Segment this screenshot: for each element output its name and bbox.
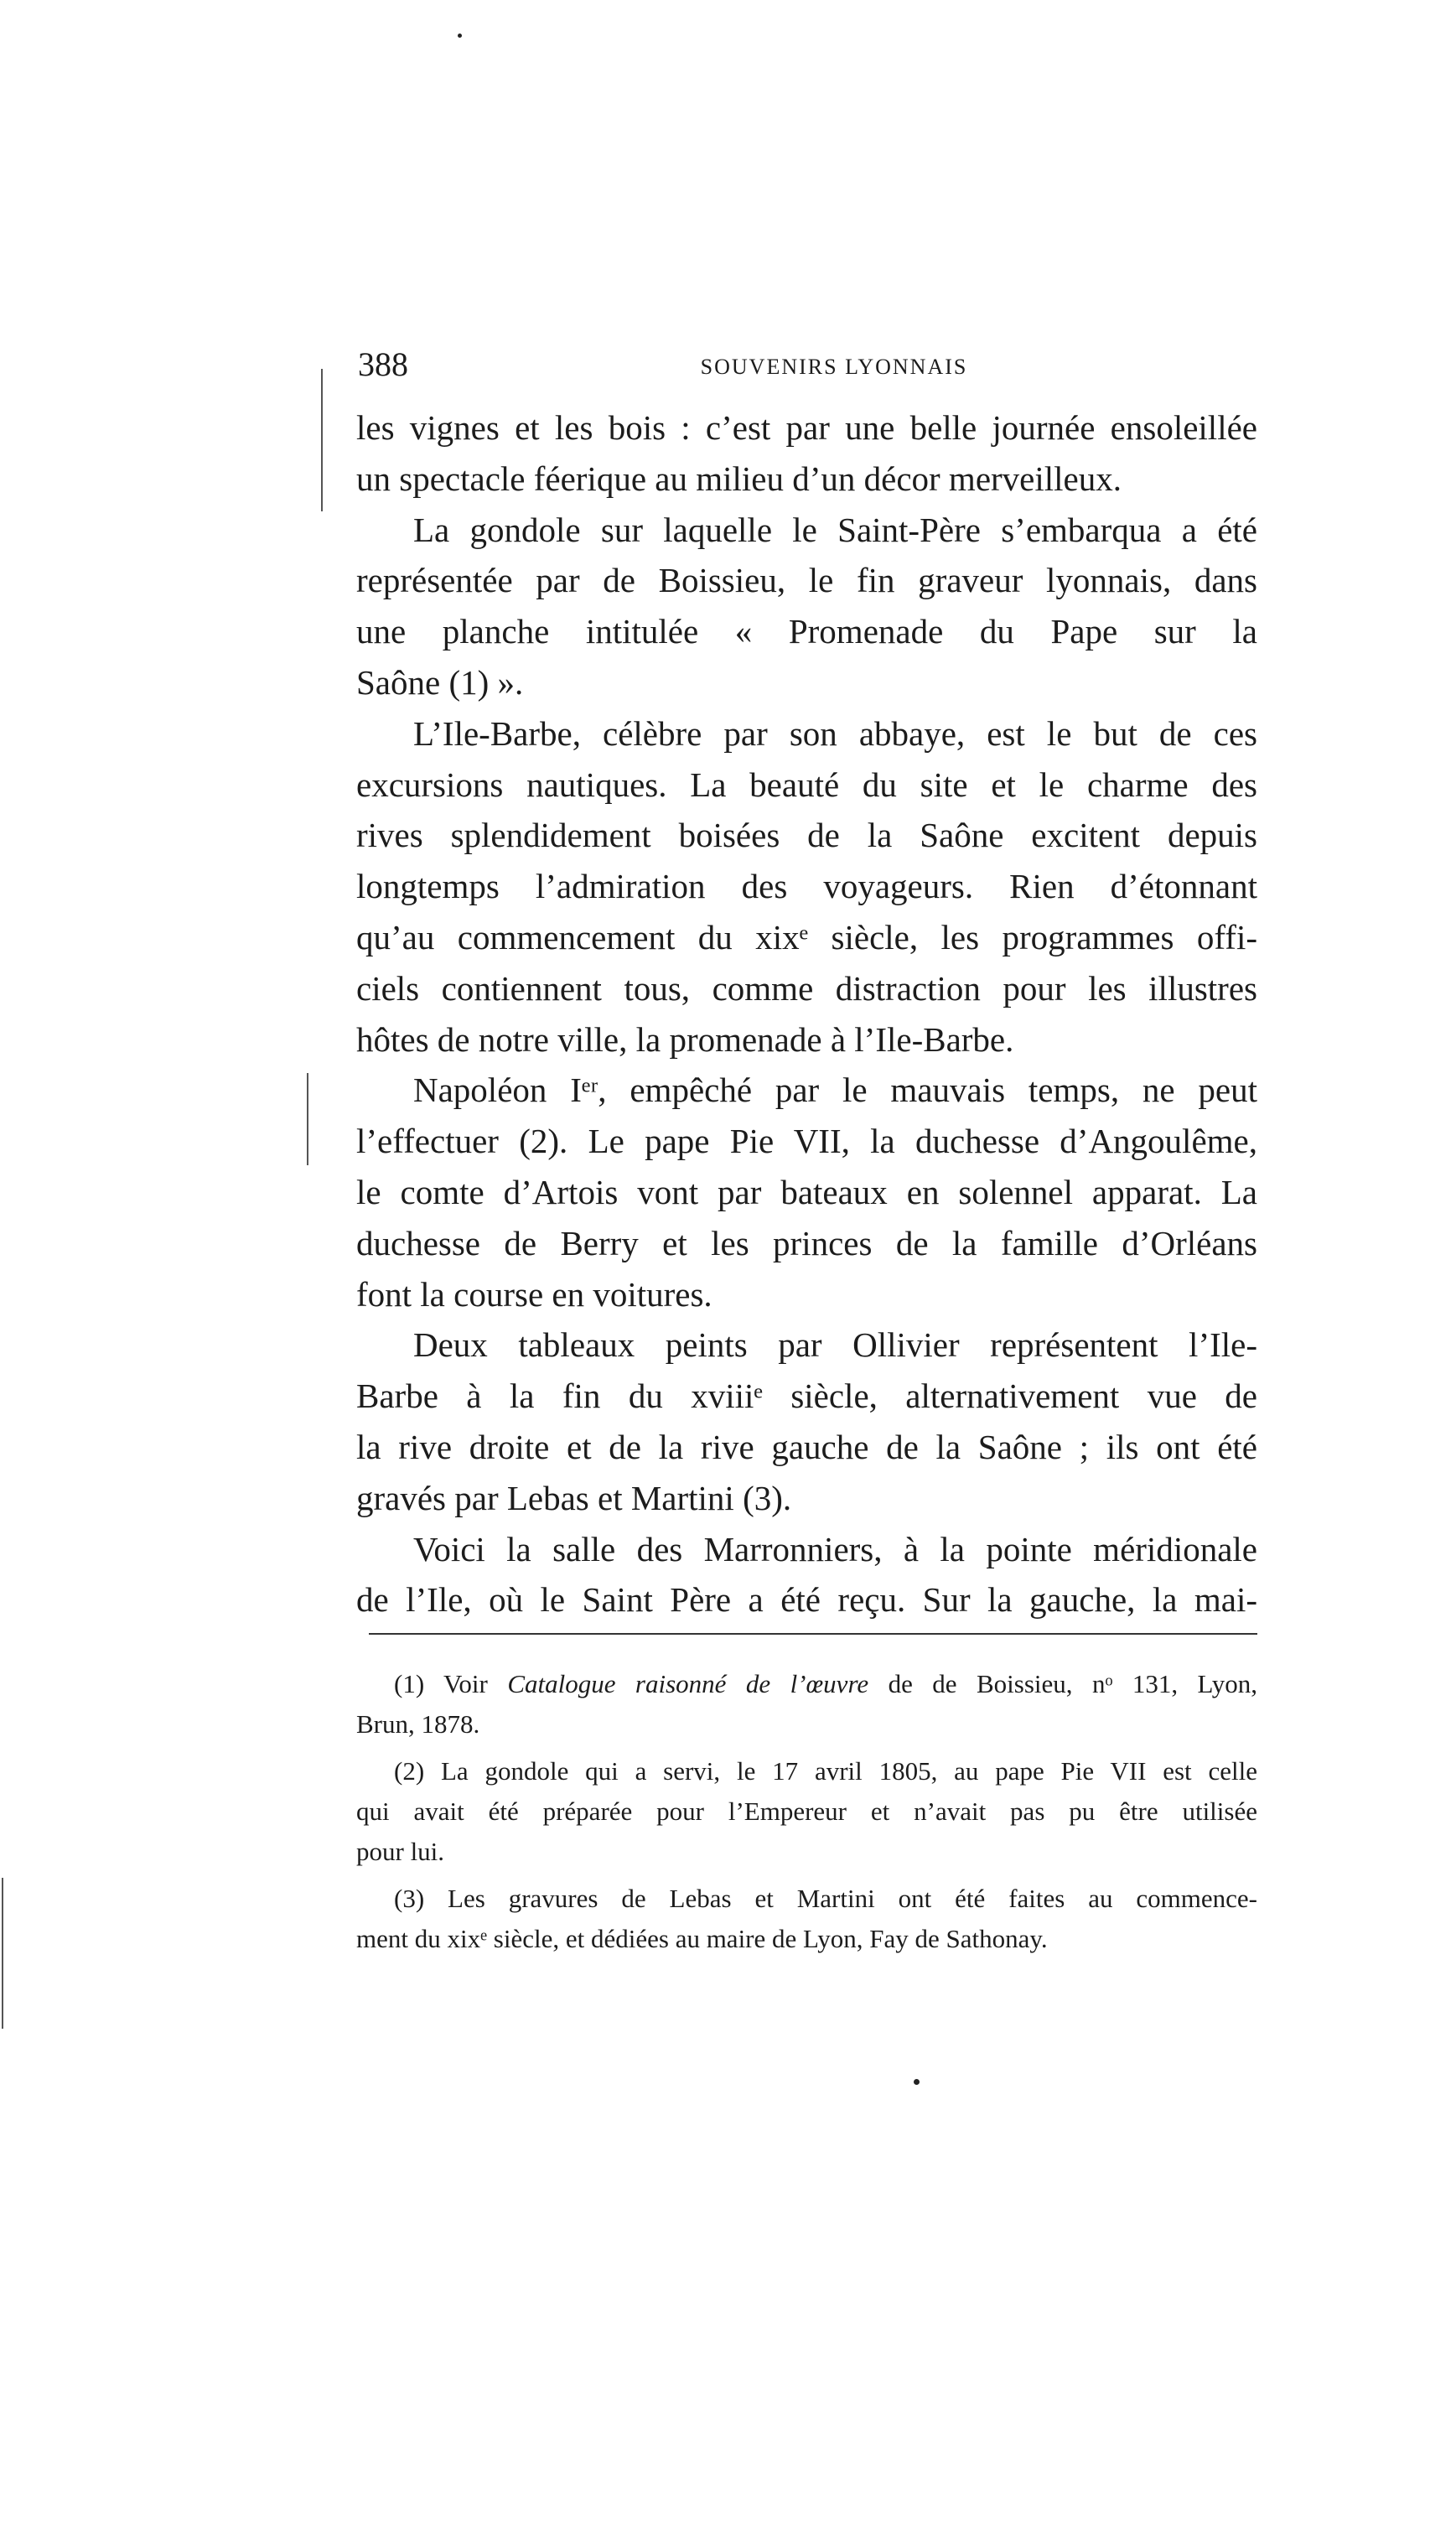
margin-mark (321, 369, 323, 511)
page-number: 388 (358, 345, 408, 383)
text-line: un spectacle féerique au milieu d’un décor merveilleux. (356, 459, 1122, 498)
text-line: représentée par de Boissieu, le fin graveur lyonnais, dans (356, 561, 1257, 600)
text-line: Napoléon Iᵉʳ, empêché par le mauvais temps, ne peut (413, 1071, 1257, 1110)
footnote-1-prefix: (1) Voir (394, 1669, 508, 1698)
footnote-1-suffix: de de Boissieu, nᵒ 131, Lyon, (868, 1669, 1258, 1698)
text-line: les vignes et les bois : c’est par une belle journée ensoleillée (356, 408, 1257, 447)
text-line: hôtes de notre ville, la promenade à l’Ile-Barbe. (356, 1019, 1014, 1059)
running-head (356, 340, 1257, 390)
text-line: ciels contiennent tous, comme distraction pour les illustres (356, 968, 1257, 1008)
text-line: Saône (1) ». (356, 662, 524, 702)
text-line: le comte d’Artois vont par bateaux en solennel apparat. La (356, 1172, 1257, 1211)
print-speck (458, 34, 462, 38)
footnotes (356, 1664, 1257, 1959)
footnote-1-line-2: Brun, 1878. (356, 1709, 480, 1739)
text-line: gravés par Lebas et Martini (3). (356, 1478, 792, 1517)
running-title: SOUVENIRS LYONNAIS (700, 355, 968, 379)
text-line: une planche intitulée « Promenade du Pape sur la (356, 612, 1257, 651)
footnote-2: (2) La gondole qui a servi, le 17 avril 1805, au pape Pie VII est celle (394, 1756, 1257, 1786)
text-line: Barbe à la fin du xviiiᵉ siècle, alternativement vue de (356, 1376, 1257, 1416)
text-line: qu’au commencement du xixᵉ siècle, les programmes offi- (356, 917, 1257, 957)
body-text (356, 402, 1257, 1625)
text-line: la rive droite et de la rive gauche de la Saône ; ils ont été (356, 1427, 1257, 1466)
text-line: l’effectuer (2). Le pape Pie VII, la duchesse d’Angoulême, (356, 1122, 1257, 1161)
footnote-1-title: Catalogue raisonné de l’œuvre (507, 1669, 869, 1698)
text-line: de l’Ile, où le Saint Père a été reçu. Sur la gauche, la mai- (356, 1580, 1257, 1620)
text-line: duchesse de Berry et les princes de la famille d’Orléans (356, 1223, 1257, 1262)
print-speck (914, 2079, 920, 2085)
margin-mark (2, 1878, 3, 2029)
footnote-3-line-2: ment du xixᵉ siècle, et dédiées au maire de Lyon, Fay de Sathonay. (356, 1924, 1048, 1953)
footnote-rule (369, 1633, 1257, 1635)
text-line: L’Ile-Barbe, célèbre par son abbaye, est le but de ces (413, 713, 1257, 753)
margin-mark (307, 1073, 308, 1165)
text-line: excursions nautiques. La beauté du site et le charme des (356, 765, 1257, 804)
text-line: Voici la salle des Marronniers, à la pointe méridionale (413, 1529, 1257, 1568)
text-line: Deux tableaux peints par Ollivier représentent l’Ile- (413, 1325, 1257, 1365)
footnote-2-line-2: qui avait été préparée pour l’Empereur et n’avait pas pu être utilisée (356, 1796, 1257, 1826)
text-line: La gondole sur laquelle le Saint-Père s’embarqua a été (413, 510, 1257, 549)
footnote-1 (356, 1664, 1257, 1704)
text-line: font la course en voitures. (356, 1274, 712, 1314)
text-line: longtemps l’admiration des voyageurs. Rien d’étonnant (356, 867, 1257, 906)
footnote-3: (3) Les gravures de Lebas et Martini ont été faites au commence- (394, 1884, 1257, 1913)
text-line: rives splendidement boisées de la Saône excitent depuis (356, 816, 1257, 855)
footnote-2-line-3: pour lui. (356, 1837, 445, 1866)
